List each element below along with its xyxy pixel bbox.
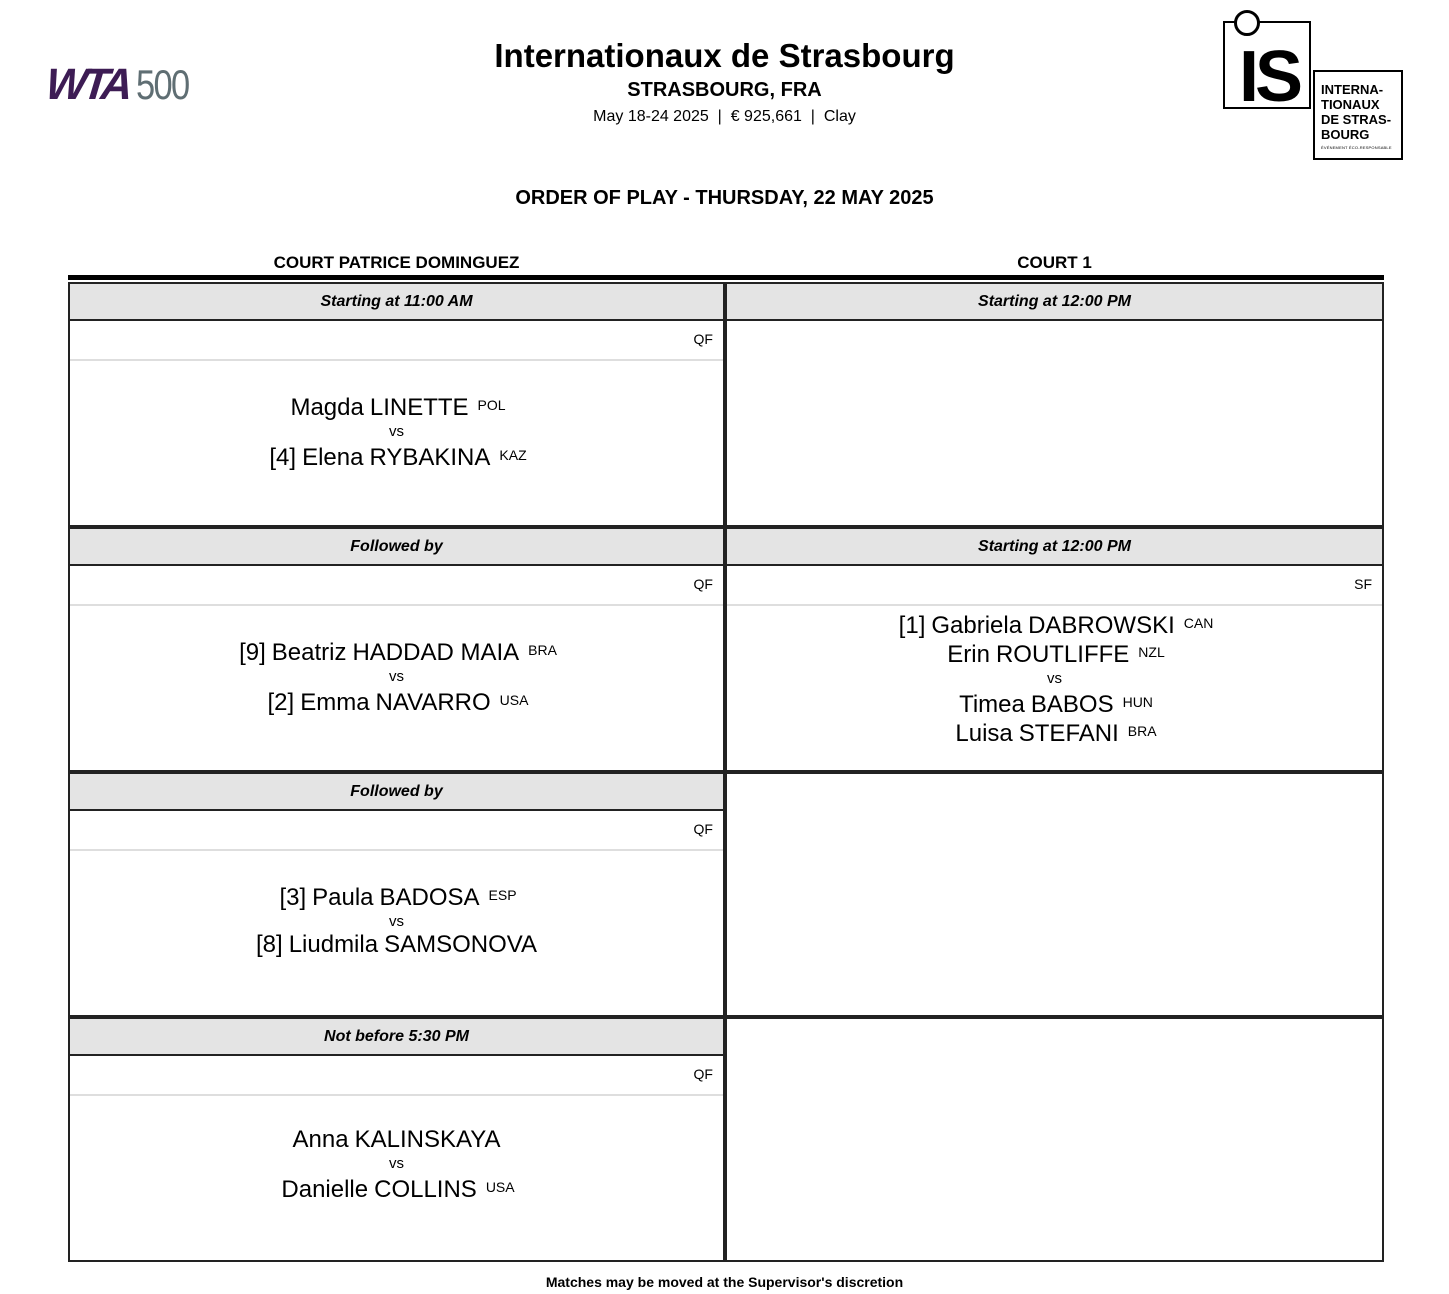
court-name-right: COURT 1 bbox=[1017, 253, 1092, 272]
slot-start-time: Starting at 12:00 PM bbox=[727, 284, 1382, 321]
player-first-name: Timea bbox=[959, 691, 1025, 718]
tournament-info: May 18-24 2025 | € 925,661 | Clay bbox=[593, 108, 856, 125]
order-of-play-title: ORDER OF PLAY - THURSDAY, 22 MAY 2025 bbox=[515, 187, 934, 209]
player-nationality: CAN bbox=[1183, 615, 1214, 631]
player-first-name: Danielle bbox=[281, 1176, 369, 1203]
tennis-ball-icon bbox=[1234, 10, 1260, 36]
player-seed: [4] bbox=[269, 444, 297, 471]
player-first-name: Erin bbox=[947, 641, 990, 668]
team-2-player-2 bbox=[727, 718, 1382, 747]
player-first-name: Emma bbox=[300, 689, 370, 716]
match-slot bbox=[68, 1017, 725, 1262]
team-1 bbox=[70, 392, 723, 421]
player-first-name: Beatriz bbox=[271, 639, 347, 666]
team-1 bbox=[70, 882, 723, 911]
team-1 bbox=[70, 637, 723, 666]
player-last-name: HADDAD MAIA bbox=[352, 639, 520, 666]
player-first-name: Paula bbox=[312, 884, 374, 911]
player-first-name: Anna bbox=[292, 1126, 349, 1153]
player-nationality: POL bbox=[477, 397, 506, 413]
player-first-name: Magda bbox=[290, 394, 364, 421]
player-last-name: BADOSA bbox=[379, 884, 480, 911]
match-slot bbox=[725, 282, 1384, 527]
team-1-player-1 bbox=[727, 610, 1382, 639]
player-nationality: USA bbox=[499, 692, 529, 708]
empty-slot bbox=[725, 772, 1384, 1017]
slot-start-time: Not before 5:30 PM bbox=[70, 1019, 723, 1056]
slot-start-time: Followed by bbox=[70, 774, 723, 811]
versus-label: vs bbox=[389, 668, 404, 685]
match-slot bbox=[68, 527, 725, 772]
player-nationality: BRA bbox=[1127, 723, 1157, 739]
team-2 bbox=[70, 687, 723, 716]
player-last-name: DABROWSKI bbox=[1028, 612, 1175, 639]
player-nationality: ESP bbox=[488, 887, 517, 903]
player-seed: [9] bbox=[239, 639, 266, 666]
wta-logo-mark: WTA bbox=[43, 60, 131, 109]
is-logo-wordmark bbox=[1313, 70, 1403, 160]
player-last-name: BABOS bbox=[1030, 691, 1114, 718]
match-players bbox=[70, 606, 723, 716]
player-first-name: Luisa bbox=[955, 720, 1013, 747]
player-nationality: HUN bbox=[1122, 694, 1153, 710]
match-players bbox=[727, 606, 1382, 747]
match-round: SF bbox=[727, 566, 1382, 606]
court-header-divider bbox=[68, 275, 1384, 280]
versus-label: vs bbox=[1047, 670, 1062, 687]
match-round: QF bbox=[70, 321, 723, 361]
player-seed: [2] bbox=[267, 689, 295, 716]
versus-label: vs bbox=[389, 1155, 404, 1172]
player-nationality: BRA bbox=[528, 642, 557, 658]
player-last-name: NAVARRO bbox=[375, 689, 491, 716]
match-players bbox=[70, 361, 723, 471]
versus-label: vs bbox=[389, 913, 404, 930]
player-seed: [8] bbox=[256, 931, 283, 958]
team-1-player-2 bbox=[727, 639, 1382, 668]
is-logo-box bbox=[1223, 21, 1311, 117]
match-round: QF bbox=[70, 1056, 723, 1096]
player-seed: [1] bbox=[898, 612, 926, 639]
team-2 bbox=[70, 932, 723, 958]
player-nationality: NZL bbox=[1138, 644, 1165, 660]
player-last-name: SAMSONOVA bbox=[384, 931, 537, 958]
match-slot bbox=[68, 772, 725, 1017]
team-1 bbox=[70, 1127, 723, 1153]
is-logo-line: BOURG bbox=[1321, 127, 1370, 142]
player-first-name: Elena bbox=[302, 444, 364, 471]
is-logo-letters: IS bbox=[1239, 37, 1300, 117]
match-round: QF bbox=[70, 811, 723, 851]
wta-logo-number: 500 bbox=[135, 61, 189, 108]
slot-start-time: Starting at 11:00 AM bbox=[70, 284, 723, 321]
internationaux-strasbourg-logo bbox=[1222, 10, 1404, 162]
empty-slot bbox=[725, 1017, 1384, 1262]
team-2 bbox=[70, 442, 723, 471]
player-first-name: Liudmila bbox=[288, 931, 379, 958]
tournament-city: STRASBOURG, FRA bbox=[627, 79, 822, 101]
player-first-name: Gabriela bbox=[931, 612, 1023, 639]
slot-start-time: Starting at 12:00 PM bbox=[727, 529, 1382, 566]
is-logo-line: DE STRAS- bbox=[1321, 112, 1392, 127]
match-slot bbox=[725, 527, 1384, 772]
player-last-name: KALINSKAYA bbox=[354, 1126, 501, 1153]
player-last-name: RYBAKINA bbox=[369, 444, 491, 471]
match-players bbox=[70, 1096, 723, 1203]
slot-start-time: Followed by bbox=[70, 529, 723, 566]
player-seed: [3] bbox=[279, 884, 307, 911]
team-2 bbox=[70, 1174, 723, 1203]
team-2-player-1 bbox=[727, 689, 1382, 718]
player-last-name: COLLINS bbox=[374, 1176, 477, 1203]
is-logo-line: TIONAUX bbox=[1321, 97, 1380, 112]
versus-label: vs bbox=[389, 423, 404, 440]
player-last-name: STEFANI bbox=[1018, 720, 1119, 747]
tournament-name: Internationaux de Strasbourg bbox=[494, 37, 955, 74]
is-logo-tagline: ÉVÉNEMENT ÉCO-RESPONSABLE bbox=[1321, 145, 1392, 150]
match-round: QF bbox=[70, 566, 723, 606]
match-slot bbox=[68, 282, 725, 527]
player-nationality: USA bbox=[485, 1179, 515, 1195]
supervisor-note: Matches may be moved at the Supervisor's discretion bbox=[545, 1274, 904, 1290]
is-logo-line: INTERNA- bbox=[1321, 82, 1384, 97]
player-nationality: KAZ bbox=[499, 447, 527, 463]
player-last-name: LINETTE bbox=[369, 394, 469, 421]
match-players bbox=[70, 851, 723, 958]
player-last-name: ROUTLIFFE bbox=[995, 641, 1130, 668]
court-name-left: COURT PATRICE DOMINGUEZ bbox=[273, 253, 520, 272]
